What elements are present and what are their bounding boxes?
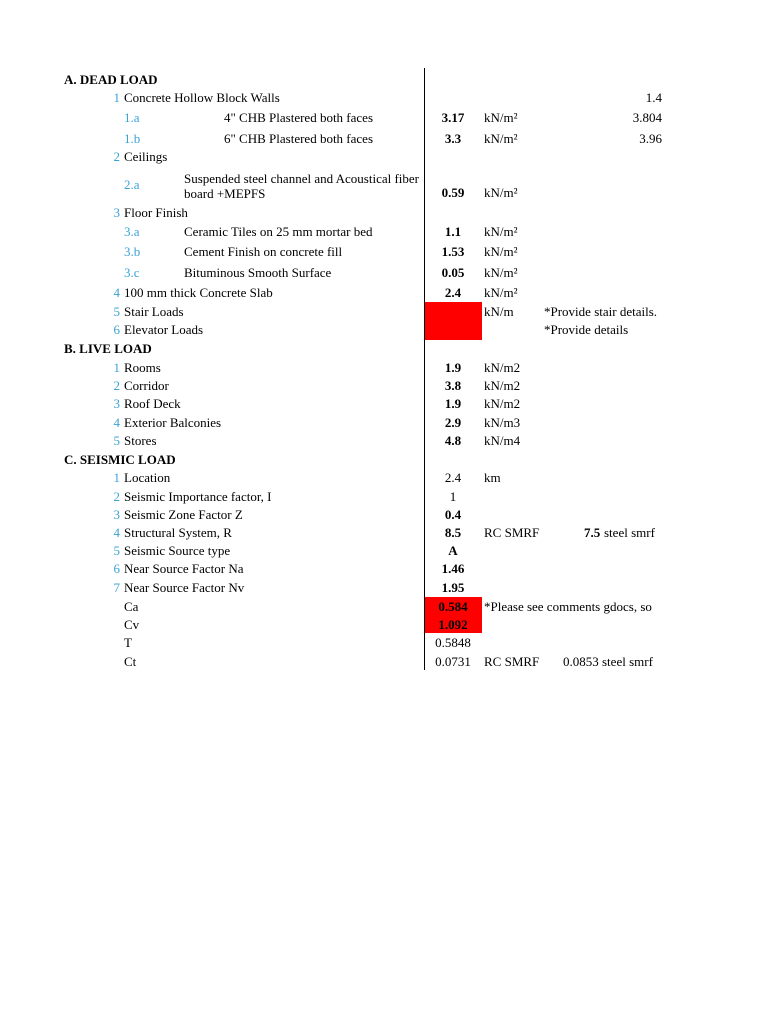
- row-label: Ct: [124, 654, 137, 669]
- row-unit: kN/m²: [484, 110, 518, 125]
- row-note: *Provide details: [544, 322, 629, 337]
- row-number: 6: [113, 561, 120, 576]
- row-note: *Please see comments gdocs, so: [484, 599, 652, 614]
- row-value: 1.95: [441, 580, 465, 595]
- row-description: 4" CHB Plastered both faces: [224, 110, 373, 125]
- row-number: 4: [113, 285, 120, 300]
- column-divider: [424, 68, 425, 670]
- row-description: Cement Finish on concrete fill: [184, 244, 343, 259]
- row-unit: km: [484, 470, 501, 485]
- row-number: 4: [113, 525, 120, 540]
- row-right-value: 7.5: [584, 525, 601, 540]
- row-number: 1: [113, 90, 120, 105]
- row-unit: kN/m²: [484, 131, 518, 146]
- row-description: Suspended steel channel and Acoustical fiber board +MEPFS: [184, 171, 420, 201]
- row-number: 2: [113, 378, 120, 393]
- row-label: Rooms: [124, 360, 161, 375]
- row-value: 1.9: [444, 396, 462, 411]
- row-number: 3.c: [124, 265, 140, 280]
- row-description: Bituminous Smooth Surface: [184, 265, 332, 280]
- row-label: Location: [124, 470, 171, 485]
- row-label: T: [124, 635, 132, 650]
- row-unit: kN/m²: [484, 244, 518, 259]
- row-label: Concrete Hollow Block Walls: [124, 90, 280, 105]
- row-number: 5: [113, 304, 120, 319]
- row-value: 0.59: [441, 185, 465, 200]
- section-title: A. DEAD LOAD: [64, 72, 158, 87]
- row-value: 8.5: [444, 525, 462, 540]
- row-label: Near Source Factor Nv: [124, 580, 245, 595]
- row-label: Stair Loads: [124, 304, 184, 319]
- row-label: Ceilings: [124, 149, 168, 164]
- row-label: Seismic Importance factor, I: [124, 489, 272, 504]
- row-number: 1: [113, 360, 120, 375]
- row-unit: kN/m²: [484, 285, 518, 300]
- row-value: 4.8: [444, 433, 462, 448]
- row-value: 0.0731: [435, 654, 471, 669]
- row-label: Roof Deck: [124, 396, 181, 411]
- row-value: 2.9: [444, 415, 462, 430]
- row-value: 1.1: [444, 224, 462, 239]
- row-right-value: 3.96: [639, 131, 662, 146]
- row-label: Near Source Factor Na: [124, 561, 244, 576]
- row-unit: kN/m2: [484, 360, 521, 375]
- row-note: *Provide stair details.: [544, 304, 658, 319]
- row-number: 6: [113, 322, 120, 337]
- row-number: 3: [113, 396, 120, 411]
- row-right-value: 3.804: [632, 110, 662, 125]
- row-number: 3: [113, 205, 120, 220]
- row-value: 1: [449, 489, 457, 504]
- row-value: 0.05: [441, 265, 465, 280]
- row-value: 2.4: [444, 470, 462, 485]
- row-number: 2: [113, 489, 120, 504]
- row-label: 100 mm thick Concrete Slab: [124, 285, 273, 300]
- row-unit: kN/m²: [484, 185, 518, 200]
- row-number: 7: [113, 580, 120, 595]
- row-number: 5: [113, 433, 120, 448]
- section-title: B. LIVE LOAD: [64, 341, 152, 356]
- row-label: Exterior Balconies: [124, 415, 222, 430]
- row-number: 3: [113, 507, 120, 522]
- row-right-text: steel smrf: [604, 525, 655, 540]
- row-number: 3.a: [124, 224, 140, 239]
- highlighted-empty-cell: [425, 302, 482, 340]
- row-value: 1.53: [441, 244, 465, 259]
- row-right-value: 1.4: [645, 90, 662, 105]
- row-number: 1.b: [124, 131, 141, 146]
- row-label: Cv: [124, 617, 140, 632]
- row-label: Ca: [124, 599, 139, 614]
- row-number: 1.a: [124, 110, 140, 125]
- row-unit: RC SMRF: [484, 654, 540, 669]
- row-right-text: 0.0853 steel smrf: [563, 654, 653, 669]
- section-title: C. SEISMIC LOAD: [64, 452, 176, 467]
- row-label: Corridor: [124, 378, 169, 393]
- row-label: Floor Finish: [124, 205, 188, 220]
- row-value: 2.4: [444, 285, 462, 300]
- row-label: Stores: [124, 433, 157, 448]
- row-value: 1.9: [444, 360, 462, 375]
- row-label: Structural System, R: [124, 525, 232, 540]
- row-value: 3.8: [444, 378, 462, 393]
- row-number: 2: [113, 149, 120, 164]
- row-value: 0.4: [444, 507, 462, 522]
- row-value: 3.3: [444, 131, 462, 146]
- row-unit: kN/m²: [484, 224, 518, 239]
- row-value: A: [448, 543, 458, 558]
- row-label: Elevator Loads: [124, 322, 204, 337]
- row-label: Seismic Source type: [124, 543, 231, 558]
- row-value: 1.46: [441, 561, 465, 576]
- row-unit: RC SMRF: [484, 525, 540, 540]
- row-number: 4: [113, 415, 120, 430]
- row-unit: kN/m2: [484, 378, 521, 393]
- row-value: 3.17: [441, 110, 465, 125]
- row-number: 5: [113, 543, 120, 558]
- row-value: 1.092: [438, 617, 468, 632]
- row-number: 1: [113, 470, 120, 485]
- row-unit: kN/m: [484, 304, 514, 319]
- row-unit: kN/m²: [484, 265, 518, 280]
- row-value: 0.584: [438, 599, 468, 614]
- row-value: 0.5848: [435, 635, 471, 650]
- row-unit: kN/m2: [484, 396, 521, 411]
- row-unit: kN/m4: [484, 433, 521, 448]
- row-unit: kN/m3: [484, 415, 521, 430]
- row-number: 2.a: [124, 177, 140, 192]
- row-label: Seismic Zone Factor Z: [124, 507, 243, 522]
- row-number: 3.b: [124, 244, 141, 259]
- row-description: Ceramic Tiles on 25 mm mortar bed: [184, 224, 373, 239]
- row-description: 6" CHB Plastered both faces: [224, 131, 373, 146]
